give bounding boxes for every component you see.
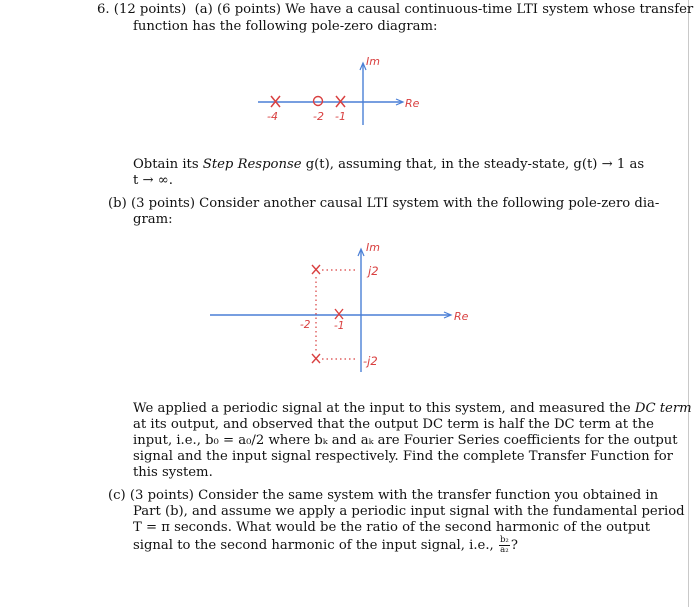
- part-b-para-3: input, i.e., b₀ = a₀/2 where bₖ and aₖ are Fourier Series coefficients for the output: [133, 433, 678, 448]
- part-a-question-2: t → ∞.: [133, 173, 173, 188]
- part-b-para-1: [133, 401, 692, 417]
- diagram-a-tick-minus1: -1: [335, 110, 346, 123]
- part-b-label: (b): [108, 196, 127, 211]
- diagram-a-tick-minus2: -2: [313, 110, 324, 123]
- part-a-label: (a): [194, 2, 213, 17]
- problem-points: (12 points): [113, 2, 187, 17]
- part-c-line-4-post: ?: [510, 538, 518, 553]
- diagram-b-im-label: Im: [366, 241, 380, 254]
- diagram-a-re-label: Re: [405, 97, 420, 110]
- diagram-b-re-label: Re: [454, 310, 469, 323]
- part-b-para-5: this system.: [133, 465, 213, 480]
- ratio-denominator: a₂: [500, 545, 509, 555]
- diagram-b-tick-minus2: -2: [300, 319, 311, 331]
- diagram-b-j2-label: j2: [368, 264, 379, 278]
- part-a-intro-2: function has the following pole-zero diagram:: [133, 19, 438, 34]
- part-a-intro-1: We have a causal continuous-time LTI system whose transfer: [285, 2, 694, 17]
- part-c-line-4-pre: signal to the second harmonic of the input signal, i.e.,: [133, 538, 498, 553]
- part-b-para-1-pre: We applied a periodic signal at the input to this system, and measured the: [133, 401, 635, 416]
- part-c-line-2: Part (b), and assume we apply a periodic input signal with the fundamental period: [133, 504, 685, 519]
- problem-number: 6.: [97, 2, 110, 17]
- part-a-question-1-em: Step Response: [202, 157, 302, 172]
- part-a-points: (6 points): [216, 2, 282, 17]
- part-c-line-1-text: (3 points) Consider the same system with the transfer function you obtained in: [129, 488, 659, 503]
- diagram-b-tick-minus1: -1: [334, 320, 345, 332]
- diagram-b-pole-upper: [312, 265, 320, 274]
- diagram-b-minus-j2-label: -j2: [363, 354, 378, 368]
- part-b-line-2: gram:: [133, 212, 173, 227]
- diagram-a-tick-minus4: -4: [267, 110, 278, 123]
- ratio-fraction: [499, 536, 510, 555]
- part-c-line-4: [133, 536, 518, 555]
- ratio-numerator: b₂: [499, 535, 509, 545]
- diagram-a-im-label: Im: [366, 55, 380, 68]
- part-b-para-2: at its output, and observed that the output DC term is half the DC term at the: [133, 417, 654, 432]
- part-c-line-1: [108, 488, 658, 504]
- part-a-question-1-post: g(t), assuming that, in the steady-state, g(t) → 1 as: [301, 157, 645, 172]
- diagram-b-pole-lower: [312, 354, 320, 363]
- part-c-label: (c): [108, 488, 126, 503]
- part-b-line-1-text: (3 points) Consider another causal LTI system with the following pole-zero dia-: [130, 196, 660, 211]
- part-b-para-1-em: DC term: [634, 401, 692, 416]
- part-b-para-4: signal and the input signal respectively. Find the complete Transfer Function for: [133, 449, 673, 464]
- part-a-question-1-pre: Obtain its: [133, 157, 203, 172]
- part-c-line-3: T = π seconds. What would be the ratio of the second harmonic of the output: [133, 520, 651, 535]
